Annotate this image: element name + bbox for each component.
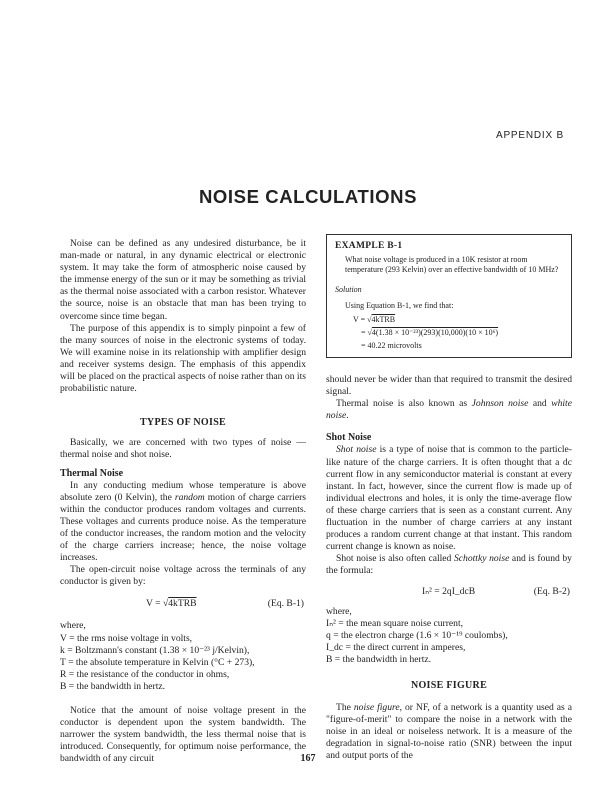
example-heading: EXAMPLE B-1 bbox=[335, 241, 403, 251]
equation-b2-tag: (Eq. B-2) bbox=[533, 585, 570, 597]
shot-paragraph: Shot noise is a type of noise that is common to the particle-like nature of the charge carriers. It is often thought that a dc current flow in any semiconductor material is constant at every instant. In fact, however, since the current flow is made up of individual electrons and holes, it is only the time-average flow of these charge carriers that is seen as a constant current. Any fluctuation in the number of charge carriers at any instant produces a random current change at that instant. This random current change is known as noise. bbox=[326, 444, 572, 553]
example-box bbox=[326, 234, 572, 358]
intro-paragraph-2: The purpose of this appendix is to simply pinpoint a few of the many sources of noise in the electronic systems of today. We will examine noise in its relationship with amplifier design and receiver systems design. The emphasis of this appendix will be placed on the practical aspects of noise rather than on its probabilistic nature. bbox=[60, 322, 306, 395]
example-question: What noise voltage is produced in a 10K resistor at room temperature (293 Kelvin) over an effective bandwidth of 10 MHz? bbox=[345, 255, 559, 274]
noise-figure-paragraph: The noise figure, or NF, of a network is a quantity used as a "figure-of-merit" to compare the noise in a network with the noise in an ideal or noiseless network. It is a measure of the degradation in signal-to-noise ratio (SNR) between the input and output ports of the bbox=[326, 702, 572, 762]
thermal-noise-heading: Thermal Noise bbox=[60, 467, 124, 479]
solution-intro: Using Equation B-1, we find that: bbox=[345, 301, 454, 310]
where-label-2: where, bbox=[326, 605, 352, 617]
noise-figure-heading: NOISE FIGURE bbox=[410, 679, 488, 691]
appendix-label: APPENDIX B bbox=[495, 130, 564, 141]
intro-paragraph-1: Noise can be defined as any undesired disturbance, be it man-made or natural, in any dynamic electrical or electronic system. It may take the form of atmospheric noise caused by the immense energy of the sun or it may be something as trivial as the thermal noise associated with a carbon resistor. Whatever the source, noise is an obstacle that man has been trying to overcome since time began. bbox=[60, 238, 306, 322]
equation-b2: Iₙ² = 2qI_dcB (Eq. B-2) bbox=[422, 585, 570, 597]
page-title: NOISE CALCULATIONS bbox=[198, 186, 418, 207]
notice-paragraph: Notice that the amount of noise voltage present in the conductor is dependent upon the system bandwidth. The narrower the system bandwidth, the less thermal noise that is introduced. Consequently, for optimum noise performance, the bandwidth of any circuit bbox=[60, 705, 306, 765]
left-column bbox=[60, 238, 306, 765]
thermal-paragraph-2: The open-circuit noise voltage across the terminals of any conductor is given by: bbox=[60, 564, 306, 588]
thermal-definitions: V = the rms noise voltage in volts, k = Boltzmann's constant (1.38 × 10⁻²³ j/Kelvin), T = the absolute temperature in Kelvin (°C + 273), R = the resistance of the conductor in ohms, B = the bandwidth in hertz. bbox=[60, 632, 255, 692]
johnson-paragraph: Thermal noise is also known as Johnson noise and white noise. bbox=[326, 398, 572, 422]
solution-math: V = √4kTRB = √4(1.38 × 10⁻²³)(293)(10,000)(10 × 10⁶) = 40.22 microvolts bbox=[353, 315, 499, 350]
thermal-paragraph-1: In any conducting medium whose temperature is above absolute zero (0 Kelvin), the random motion of charge carriers within the conductor produces random voltages and currents. These voltages and currents produce noise. As the temperature of the conductor increases, the random motion and the velocity of the charge carriers increase; hence, the noise voltage increases. bbox=[60, 479, 307, 564]
solution-label: Solution bbox=[335, 285, 362, 294]
types-paragraph: Basically, we are concerned with two types of noise —thermal noise and shot noise. bbox=[60, 437, 306, 461]
equation-b1-tag: (Eq. B-1) bbox=[267, 598, 304, 610]
where-label: where, bbox=[60, 620, 86, 632]
continued-paragraph: should never be wider than that required to transmit the desired signal. bbox=[326, 374, 572, 398]
schottky-paragraph: Shot noise is also often called Schottky noise and is found by the formula: bbox=[326, 553, 572, 577]
page-number: 167 bbox=[300, 753, 316, 764]
right-column bbox=[326, 234, 572, 763]
equation-b1: V = √4kTRB (Eq. B-1) bbox=[146, 598, 304, 610]
shot-noise-heading: Shot Noise bbox=[326, 432, 372, 444]
shot-definitions: Iₙ² = the mean square noise current, q = the electron charge (1.6 × 10⁻¹⁹ coulombs), I_dc = the direct current in amperes, B = the bandwidth in hertz. bbox=[326, 617, 508, 665]
types-of-noise-heading: TYPES OF NOISE bbox=[139, 417, 227, 429]
